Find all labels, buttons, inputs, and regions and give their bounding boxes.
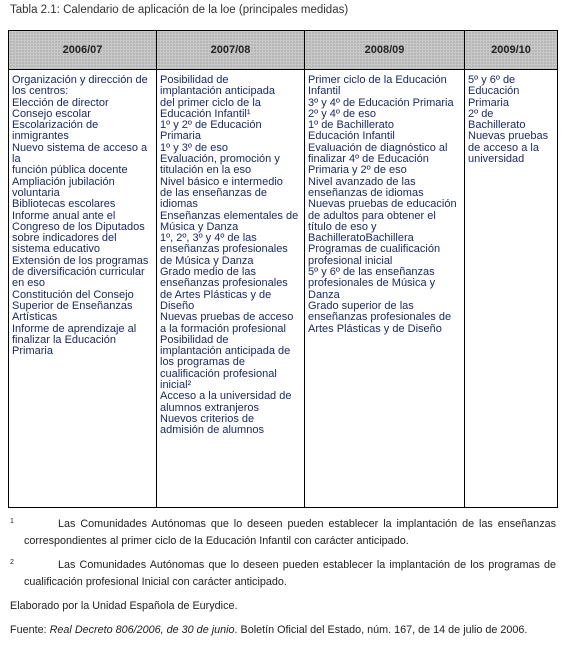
table-cell-line: de las enseñanzas de [160,186,268,199]
table-cell-line: Evaluación de diagnóstico al [308,141,448,154]
table-cell-line: Educación Infantil [308,130,395,143]
elaborado-line: Elaborado por la Unidad Española de Eurydice. [10,600,238,612]
table-cell-line: Primer ciclo de la Educación [308,74,447,86]
table-cell-line: Educación [468,85,520,98]
table-cell-line: idiomas [160,198,198,211]
table-cell-line: Música y Danza [160,220,239,233]
table-cell-line: Diseño [160,299,195,312]
table-cell-line: Informe de aprendizaje al [12,322,137,335]
column-2008-09 [305,70,465,508]
table-cell-line: alumnos extranjeros [160,401,260,414]
column-2009-10 [465,70,558,508]
table-cell-line: Programas de cualificación [308,243,441,256]
table-cell-line: voluntaria [12,186,60,199]
table-cell-line: en eso [12,277,46,290]
table-cell-line: Evaluación, promoción y [160,153,280,166]
table-cell-line: 2º y 4º de eso [308,107,376,120]
table-cell-line: implantación anticipada [160,85,275,98]
table-cell-line: Consejo escolar [12,107,91,120]
table-cell-line: Artes Plásticas y de Diseño [308,322,442,335]
table-cell-line: de diversificación curricular [12,266,145,279]
table-cell-line: Nuevas pruebas [468,130,549,143]
header-2009-10: 2009/10 [465,31,558,70]
table-cell-line: 3º y 4º de Educación Primaria [308,96,454,109]
table-cell-line: Nivel básico e intermedio [160,175,283,188]
table-cell-line: Congreso de los Diputados [12,220,145,233]
source-label: Fuente: [10,624,50,636]
source-line [10,622,556,639]
table-cell-line: Primaria y 2º de eso [308,164,407,177]
table-cell-line: Constitución del Consejo [12,288,134,301]
table-cell-line: de acceso a la [468,141,539,154]
table-cell-line: función pública docente [12,164,128,177]
header-2008-09: 2008/09 [305,31,465,70]
header-2006-07: 2006/07 [9,31,157,70]
table-row [9,70,558,508]
table-header-row [9,31,558,70]
table-cell-line: Artísticas [12,311,58,324]
table-cell-line: título de eso y [308,220,377,233]
table-cell-line: Primaria [468,96,509,109]
table-cell-line: 1º y 3º de eso [160,141,228,154]
table-cell-line: los centros: [12,85,69,98]
table-cell-line: 2º de [468,107,494,120]
table-cell-line: Nuevas pruebas de acceso [160,311,294,324]
notes-section [10,516,556,639]
table-cell-line: enseñanzas profesionales de [308,311,452,324]
table-cell-line: Grado superior de las [308,299,414,312]
table-cell-line: 1º y 2º de Educación [160,119,262,132]
table-cell-line: Danza [308,288,340,301]
table-cell-line: Primaria [12,345,53,358]
footnote-1 [10,516,556,550]
table-cell-line: profesionales de Música y [308,277,436,290]
calendar-table [8,30,558,508]
table-cell-line: de Música y Danza [160,254,254,267]
table-cell-line: Acceso a la universidad de [160,390,292,403]
table-cell-line: inmigrantes [12,130,69,143]
footnote-text: Las Comunidades Autónomas que lo deseen pueden establecer la implantación de las enseñanzas correspondientes al primer ciclo de la Educación Infantil con carácter anticipado. [24,518,556,547]
table-cell-line: de adultos para obtener el [308,209,436,222]
footnote-2 [10,557,556,591]
table-cell-line: inicial² [160,379,192,392]
footnote-mark: 1 [10,518,14,525]
table-cell-line: Educación Infantil¹ [160,107,251,120]
table-cell-line: de Artes Plásticas y de [160,288,272,301]
table-cell-line: enseñanzas de idiomas [308,186,424,199]
table-cell-line: Superior de Enseñanzas [12,299,133,312]
table-cell-line: 1º, 2º, 3º y 4º de las [160,232,257,245]
table-cell-line: Nuevo sistema de acceso a la [12,141,148,166]
table-cell-line: Informe anual ante el [12,209,116,222]
table-cell-line: Ampliación jubilación [12,175,115,188]
table-cell-line: cualificación profesional [160,367,277,380]
table-cell-line: universidad [468,153,525,166]
table-cell-line: Nivel avanzado de las [308,175,416,188]
table-cell-line: profesional inicial [308,254,393,267]
table-cell-line: Organización y dirección de [12,74,148,86]
table-cell-line: Posibilidad de [160,74,229,86]
table-cell-line: 5º y 6º de las enseñanzas [308,266,435,279]
table-cell-line: Enseñanzas elementales de [160,209,299,222]
table-cell-line: los programas de [160,356,245,369]
table-cell-line: Posibilidad de [160,333,229,346]
column-2007-08 [157,70,305,508]
header-2007-08: 2007/08 [157,31,305,70]
table-cell-line: finalizar la Educación [12,333,116,346]
table-cell-line: Escolarización de [12,119,99,132]
table-cell-line: titulación en la eso [160,164,252,177]
table-cell-line: enseñanzas profesionales [160,243,288,256]
table-cell-line: Bibliotecas escolares [12,198,116,211]
table-cell-line: sistema educativo [12,243,101,256]
table-cell-line: enseñanzas profesionales [160,277,288,290]
footnote-mark: 2 [10,559,14,566]
table-cell-line: BachilleratoBachillera [308,232,414,245]
table-cell-line: Grado medio de las [160,266,256,279]
table-cell-line: Extensión de los programas [12,254,149,267]
table-cell-line: Infantil [308,85,341,98]
table-cell-line: sobre indicadores del [12,232,117,245]
table-cell-line: Nuevos criterios de [160,412,255,425]
table-cell-line: implantación anticipada de [160,345,291,358]
footnote-text: Las Comunidades Autónomas que lo deseen pueden establecer la implantación de los programas de cualificación profesional Inicial con carácter anticipado. [24,559,556,588]
table-cell-line: Nuevas pruebas de educación [308,198,457,211]
table-cell-line: a la formación profesional [160,322,286,335]
table-cell-line: Elección de director [12,96,109,109]
source-decree: Real Decreto 806/2006, de 30 de junio [49,624,235,636]
table-cell-line: Primaria [160,130,201,143]
table-cell-line: del primer ciclo de la [160,96,261,109]
source-rest: . Boletín Oficial del Estado, núm. 167, de 14 de julio de 2006. [234,624,528,636]
column-2006-07 [9,70,157,508]
table-cell-line: 5º y 6º de [468,74,516,86]
table-cell-line: Bachillerato [468,119,526,132]
table-cell-line: admisión de alumnos [160,424,264,437]
table-cell-line: 1º de Bachillerato [308,119,394,132]
table-cell-line: finalizar 4º de Educación [308,153,429,166]
table-caption: Tabla 2.1: Calendario de aplicación de la loe (principales medidas) [10,4,349,16]
